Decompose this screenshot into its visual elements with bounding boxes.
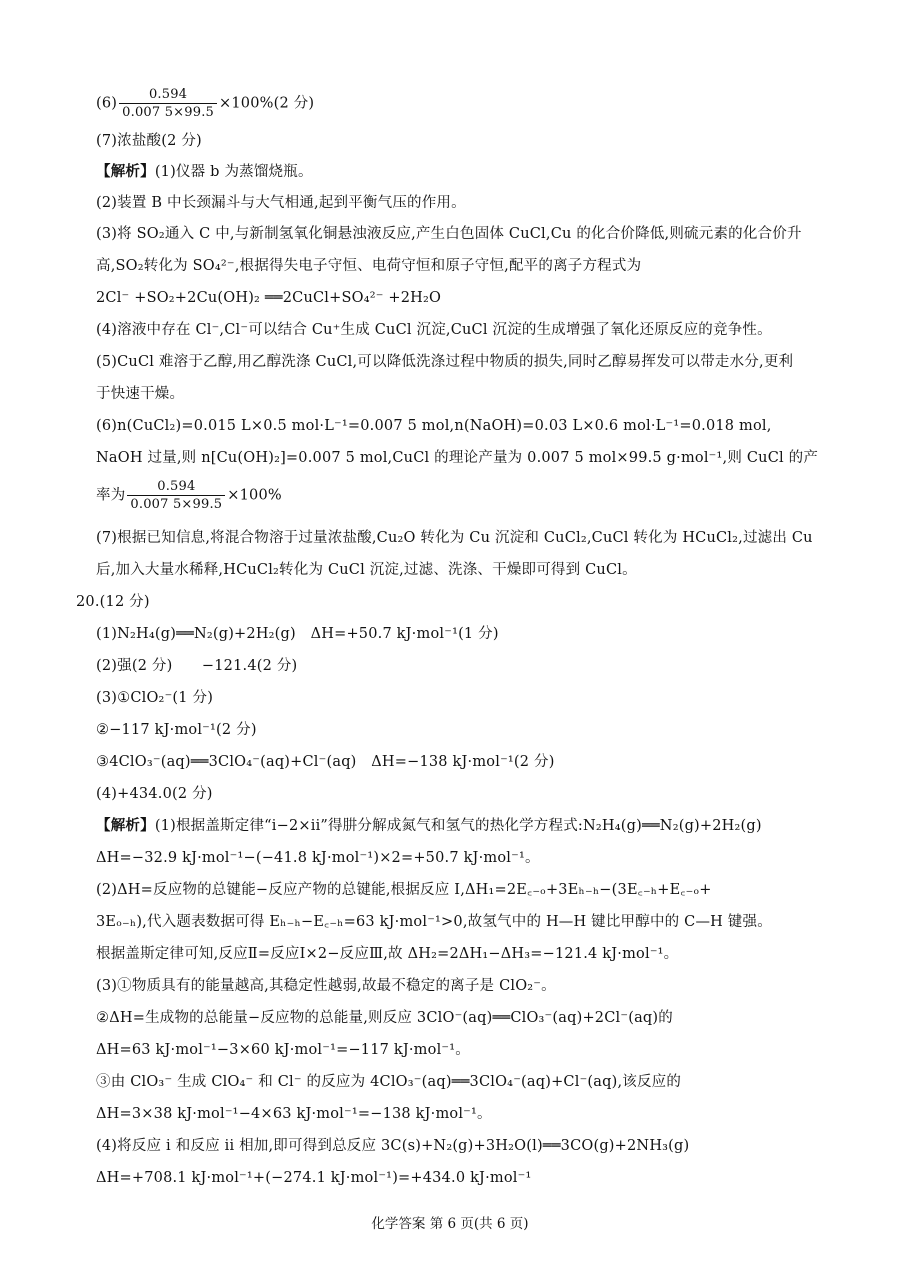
q20-explain-3d: ③由 ClO₃⁻ 生成 ClO₄⁻ 和 Cl⁻ 的反应为 4ClO₃⁻(aq)══3ClO₄⁻(aq)+Cl⁻(aq),该反应的: [96, 1074, 682, 1090]
fraction-numerator: 0.594: [119, 86, 217, 104]
q20-answer-3c: ③4ClO₃⁻(aq)══3ClO₄⁻(aq)+Cl⁻(aq) ΔH=−138 kJ·mol⁻¹(2 分): [96, 754, 555, 770]
q20-explain-1a: [96, 816, 762, 836]
q19-explain-6c: [96, 478, 282, 513]
q19-explain-7a: (7)根据已知信息,将混合物溶于过量浓盐酸,Cu₂O 转化为 Cu 沉淀和 CuCl₂,CuCl 转化为 HCuCl₂,过滤出 Cu: [96, 530, 813, 546]
fraction-denominator: 0.007 5×99.5: [122, 105, 214, 120]
answer-6-label: (6): [96, 95, 118, 112]
q19-explain-3a: (3)将 SO₂通入 C 中,与新制氢氧化铜悬浊液反应,产生白色固体 CuCl,Cu 的化合价降低,则硫元素的化合价升: [96, 226, 802, 242]
q20-explain-2c: 根据盖斯定律可知,反应Ⅱ=反应Ⅰ×2−反应Ⅲ,故 ΔH₂=2ΔH₁−ΔH₃=−121.4 kJ·mol⁻¹。: [96, 946, 679, 962]
q19-explain-4: (4)溶液中存在 Cl⁻,Cl⁻可以结合 Cu⁺生成 CuCl 沉淀,CuCl 沉淀的生成增强了氧化还原反应的竞争性。: [96, 322, 772, 338]
q19-explain-5b: 于快速干燥。: [96, 386, 185, 402]
q19-explain-6b: NaOH 过量,则 n[Cu(OH)₂]=0.007 5 mol,CuCl 的理论产量为 0.007 5 mol×99.5 g·mol⁻¹,则 CuCl 的产: [96, 450, 819, 466]
q20-answer-4: (4)+434.0(2 分): [96, 786, 213, 802]
q19-explain-5a: (5)CuCl 难溶于乙醇,用乙醇洗涤 CuCl,可以降低洗涤过程中物质的损失,同时乙醇易挥发可以带走水分,更利: [96, 354, 794, 370]
q20-explain-3b: ②ΔH=生成物的总能量−反应物的总能量,则反应 3ClO⁻(aq)══ClO₃⁻(aq)+2Cl⁻(aq)的: [96, 1010, 673, 1026]
explain-text: (1)根据盖斯定律“i−2×ii”得肼分解成氮气和氢气的热化学方程式:N₂H₄(g)══N₂(g)+2H₂(g): [154, 818, 762, 834]
q19-explain-7b: 后,加入大量水稀释,HCuCl₂转化为 CuCl 沉淀,过滤、洗涤、干燥即可得到 CuCl。: [96, 562, 637, 578]
page-footer: 化学答案 第 6 页(共 6 页): [371, 1216, 529, 1232]
q20-explain-4a: (4)将反应 i 和反应 ii 相加,即可得到总反应 3C(s)+N₂(g)+3H₂O(l)══3CO(g)+2NH₃(g): [96, 1138, 690, 1154]
q20-explain-2b: 3Eₒ₋ₕ),代入题表数据可得 Eₕ₋ₕ−E꜀₋ₕ=63 kJ·mol⁻¹>0,故氢气中的 H—H 键比甲醇中的 C—H 键强。: [96, 914, 772, 930]
q20-explain-2a: (2)ΔH=反应物的总键能−反应产物的总键能,根据反应 Ⅰ,ΔH₁=2E꜀₋ₒ+3Eₕ₋ₕ−(3E꜀₋ₕ+E꜀₋ₒ+: [96, 882, 712, 898]
explain-text: (1)仪器 b 为蒸馏烧瓶。: [154, 164, 313, 180]
fraction-numerator: 0.594: [127, 478, 225, 496]
q19-explain-1: [96, 162, 313, 182]
yield-fraction: [119, 86, 217, 121]
q20-explain-4b: ΔH=+708.1 kJ·mol⁻¹+(−274.1 kJ·mol⁻¹)=+434.0 kJ·mol⁻¹: [96, 1170, 532, 1186]
q19-explain-3b: 高,SO₂转化为 SO₄²⁻,根据得失电子守恒、电荷守恒和原子守恒,配平的离子方程式为: [96, 258, 642, 274]
answer-6-tail: ×100%(2 分): [219, 95, 315, 112]
q20-answer-2: (2)强(2 分) −121.4(2 分): [96, 658, 298, 674]
q20-explain-3c: ΔH=63 kJ·mol⁻¹−3×60 kJ·mol⁻¹=−117 kJ·mol⁻¹。: [96, 1042, 470, 1058]
q20-answer-1: (1)N₂H₄(g)══N₂(g)+2H₂(g) ΔH=+50.7 kJ·mol⁻¹(1 分): [96, 626, 499, 642]
q19-answer-6: [96, 86, 314, 121]
q19-explain-6a: (6)n(CuCl₂)=0.015 L×0.5 mol·L⁻¹=0.007 5 mol,n(NaOH)=0.03 L×0.6 mol·L⁻¹=0.018 mol,: [96, 418, 772, 434]
fraction-denominator: 0.007 5×99.5: [130, 497, 223, 512]
q19-answer-7: (7)浓盐酸(2 分): [96, 133, 202, 149]
yield-prefix: 率为: [96, 487, 126, 504]
analysis-tag: 【解析】: [96, 817, 155, 834]
q20-answer-3a: (3)①ClO₂⁻(1 分): [96, 690, 214, 706]
analysis-tag: 【解析】: [96, 163, 155, 180]
q20-explain-3a: (3)①物质具有的能量越高,其稳定性越弱,故最不稳定的离子是 ClO₂⁻。: [96, 978, 556, 994]
yield-fraction-2: [127, 478, 225, 513]
q20-explain-3e: ΔH=3×38 kJ·mol⁻¹−4×63 kJ·mol⁻¹=−138 kJ·mol⁻¹。: [96, 1106, 492, 1122]
q20-explain-1b: ΔH=−32.9 kJ·mol⁻¹−(−41.8 kJ·mol⁻¹)×2=+50.7 kJ·mol⁻¹。: [96, 850, 540, 866]
yield-tail: ×100%: [227, 487, 282, 504]
q19-explain-2: (2)装置 B 中长颈漏斗与大气相通,起到平衡气压的作用。: [96, 195, 466, 211]
q20-answer-3b: ②−117 kJ·mol⁻¹(2 分): [96, 722, 257, 738]
q20-heading: 20.(12 分): [76, 594, 150, 610]
q19-equation: 2Cl⁻ +SO₂+2Cu(OH)₂ ══2CuCl+SO₄²⁻ +2H₂O: [96, 290, 442, 306]
